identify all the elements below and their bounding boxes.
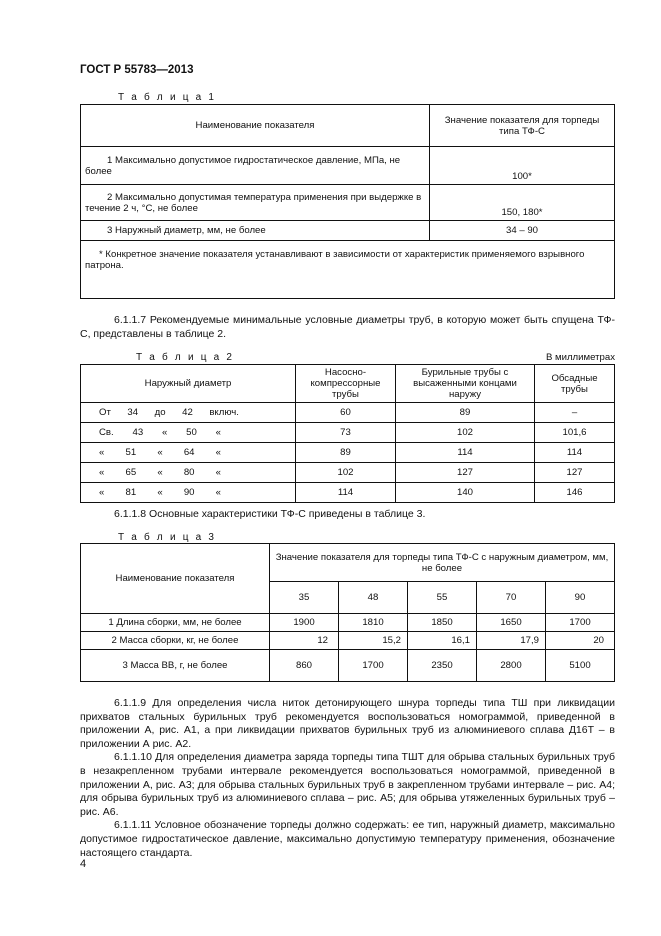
paragraph-text: 6.1.1.7 Рекомендуемые минимальные условные диаметры труб, в которую может быть спущена ТФ-С, представлены в таблице 2. — [80, 314, 615, 340]
table2-units: В миллиметрах — [545, 352, 615, 363]
table2-cell: 140 — [396, 483, 535, 503]
table3-cell: 5100 — [546, 650, 615, 682]
paragraphs-block — [80, 697, 615, 860]
table1-header-value: Значение показателя для торпеды типа ТФ-С — [430, 105, 615, 147]
table3-row-name: 1 Длина сборки, мм, не более — [81, 614, 270, 632]
table3-cell: 20 — [546, 632, 615, 650]
table2-diameter-cell: От 34 до 42 включ. — [81, 403, 296, 423]
table3-cell: 12 — [270, 632, 339, 650]
table-row — [81, 632, 615, 650]
table3-row-name: 2 Масса сборки, кг, не более — [81, 632, 270, 650]
table1-header-name: Наименование показателя — [81, 105, 430, 147]
table2-diameter-cell: « 51 « 64 « — [81, 443, 296, 463]
table3-diameter: 70 — [477, 582, 546, 614]
table-row — [81, 147, 615, 185]
table1-row3-value: 34 – 90 — [430, 221, 615, 241]
table2-cell: 102 — [396, 423, 535, 443]
paragraph-6-1-1-11: 6.1.1.11 Условное обозначение торпеды должно содержать: ее тип, наружный диаметр, максимально допустимое гидростатическое давление, максимально допустимую температуру применения, обозначение настоящего стандарта. — [80, 819, 615, 859]
table2-cell: 102 — [296, 463, 396, 483]
table1-row1-name: 1 Максимально допустимое гидростатическое давление, МПа, не более — [81, 147, 430, 185]
paragraph-6-1-1-9: 6.1.1.9 Для определения числа ниток детонирующего шнура торпеды типа ТШ при ликвидации прихватов стальных бурильных труб рекомендуется воспользоваться номограммой, приведенной в приложении А, рис. А1, а при ликвидации прихватов бурильных труб из алюминиевого сплава Д16Т – в приложении А рис. А2. — [80, 697, 615, 750]
table3-diameter: 35 — [270, 582, 339, 614]
table-row — [81, 185, 615, 221]
table3-row-name: 3 Масса ВВ, г, не более — [81, 650, 270, 682]
table1 — [80, 104, 615, 299]
table2 — [80, 364, 615, 503]
table3-cell: 1810 — [339, 614, 408, 632]
table2-cell: 127 — [396, 463, 535, 483]
table3-cell: 1650 — [477, 614, 546, 632]
table3-cell: 1700 — [546, 614, 615, 632]
table2-diameter-cell: « 81 « 90 « — [81, 483, 296, 503]
table1-row1-value: 100* — [430, 147, 615, 185]
table3-cell: 16,1 — [408, 632, 477, 650]
table2-diameter-cell: « 65 « 80 « — [81, 463, 296, 483]
paragraph-6-1-1-10: 6.1.1.10 Для определения диаметра заряда торпеды типа ТШТ для обрыва стальных бурильных труб в незакрепленном трубами интервале рекомендуется воспользоваться номограммой, приведенной в приложении А, рис. А3; для обрыва стальных бурильных труб в закрепленном трубами интервале – рис. А4; для обрыва бурильных труб из алюминиевого сплава – рис. А5; для обрыва утяжеленных бурильных труб – рис. А6. — [80, 751, 615, 818]
table1-row2-value: 150, 180* — [430, 185, 615, 221]
table3-cell: 860 — [270, 650, 339, 682]
table-row — [81, 221, 615, 241]
table3-cell: 1700 — [339, 650, 408, 682]
page-number: 4 — [80, 858, 87, 870]
table2-header-drill: Бурильные трубы с высаженными концами наружу — [396, 365, 535, 403]
table2-caption: Т а б л и ц а 2 — [136, 352, 235, 363]
table-row — [81, 463, 615, 483]
table2-cell: 127 — [535, 463, 615, 483]
table-row — [81, 443, 615, 463]
paragraph-text: 6.1.1.8 Основные характеристики ТФ-С приведены в таблице 3. — [114, 508, 426, 520]
paragraph-6-1-1-8 — [80, 508, 615, 522]
table1-row3-name: 3 Наружный диаметр, мм, не более — [81, 221, 430, 241]
table3-cell: 1900 — [270, 614, 339, 632]
table2-cell: 101,6 — [535, 423, 615, 443]
table2-cell: 73 — [296, 423, 396, 443]
table-row — [81, 403, 615, 423]
table-row — [81, 423, 615, 443]
table3-cell: 1850 — [408, 614, 477, 632]
table2-diameter-cell: Св. 43 « 50 « — [81, 423, 296, 443]
table-row — [81, 241, 615, 299]
table2-header-casing: Обсадные трубы — [535, 365, 615, 403]
table2-header-diameter: Наружный диаметр — [81, 365, 296, 403]
table1-row2-name: 2 Максимально допустимая температура применения при выдержке в течение 2 ч, °С, не более — [81, 185, 430, 221]
table3-cell: 2350 — [408, 650, 477, 682]
table3-header-value: Значение показателя для торпеды типа ТФ-С с наружным диаметром, мм, не более — [270, 544, 615, 582]
table2-cell: 146 — [535, 483, 615, 503]
table2-cell: 114 — [296, 483, 396, 503]
table3-diameter: 55 — [408, 582, 477, 614]
table2-cell: – — [535, 403, 615, 423]
table3-caption: Т а б л и ц а 3 — [118, 532, 217, 543]
table3-diameter: 48 — [339, 582, 408, 614]
table3-cell: 17,9 — [477, 632, 546, 650]
table2-cell: 89 — [296, 443, 396, 463]
table3 — [80, 543, 615, 682]
table3-header-name: Наименование показателя — [81, 544, 270, 614]
table3-cell: 2800 — [477, 650, 546, 682]
table-row — [81, 650, 615, 682]
table-row — [81, 614, 615, 632]
table2-header-nkt: Насосно-компрессорные трубы — [296, 365, 396, 403]
paragraph-6-1-1-7 — [80, 314, 615, 341]
table1-footnote: * Конкретное значение показателя устанавливают в зависимости от характеристик применяемого взрывного патрона. — [81, 241, 615, 299]
table2-cell: 89 — [396, 403, 535, 423]
table2-cell: 114 — [535, 443, 615, 463]
table-row — [81, 483, 615, 503]
document-header: ГОСТ Р 55783—2013 — [80, 64, 194, 76]
table3-diameter: 90 — [546, 582, 615, 614]
table2-cell: 114 — [396, 443, 535, 463]
table1-caption: Т а б л и ц а 1 — [118, 92, 217, 103]
table3-cell: 15,2 — [339, 632, 408, 650]
table2-cell: 60 — [296, 403, 396, 423]
